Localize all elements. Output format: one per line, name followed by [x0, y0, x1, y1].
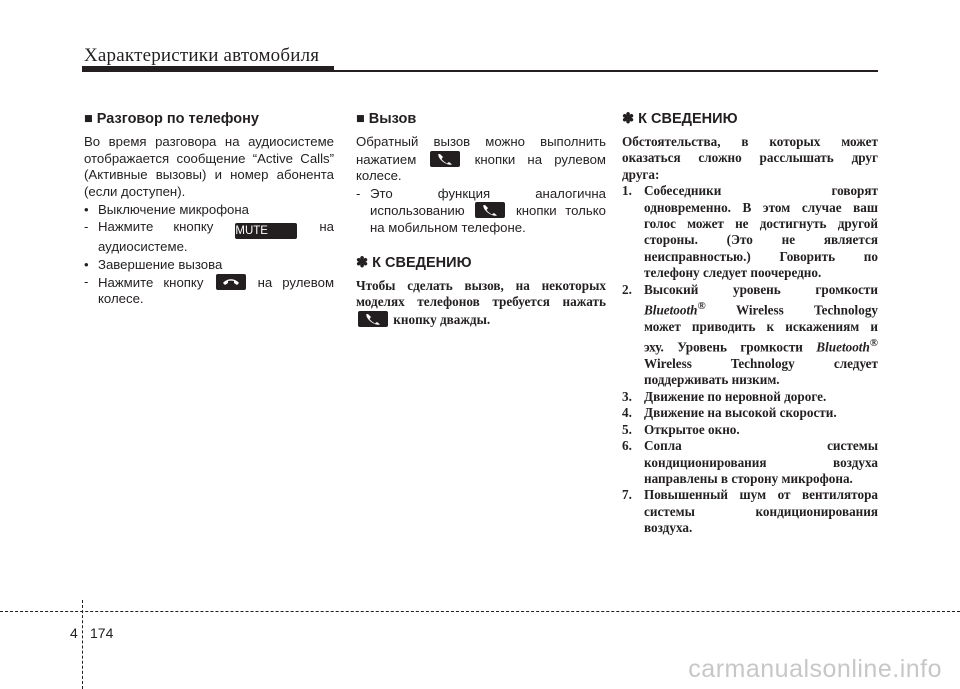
column-call	[356, 110, 606, 328]
watermark: carmanualsonline.info	[688, 655, 942, 683]
phone-call-icon	[358, 311, 388, 327]
phone-call-icon	[475, 202, 505, 218]
talking-intro: Во время разговора на аудиосистеме отображается сообщение “Active Calls” (Активные вызовы) и номер абонента (если доступен).	[84, 134, 334, 199]
dash-end-call: - Нажмите кнопку на рулевом колесе.	[84, 273, 335, 306]
header-title: Характеристики автомобиля	[84, 45, 320, 66]
note-item-3: 3. Движение по неровной дороге.	[622, 388, 827, 404]
note-item-7: 7. Повышенный шум от вентилятора системы кондиционирования воздуха.	[622, 487, 878, 536]
footer-page-number: 174	[90, 625, 114, 641]
phone-hangup-icon	[216, 274, 246, 290]
note-item-4: 4. Движение на высокой скорости.	[622, 405, 837, 421]
column-talking	[84, 110, 334, 308]
section-title-call: ■ Вызов	[356, 111, 417, 127]
header-rule	[82, 70, 878, 72]
mute-button-icon: MUTE	[235, 223, 297, 239]
note-item-6: 6. Сопла системы кондиционирования воздуха направлены в сторону микрофона.	[622, 438, 878, 486]
note-title: ✽ К СВЕДЕНИЮ	[622, 111, 738, 127]
section-title-talking: ■ Разговор по телефону	[84, 111, 259, 127]
note-title-call: ✽ К СВЕДЕНИЮ	[356, 255, 472, 271]
dash-call-function: - Это функция аналогична использованию кнопки только на мобильном телефоне.	[356, 185, 606, 235]
footer-divider	[82, 600, 83, 689]
note-call-text: Чтобы сделать вызов, на некоторых моделях телефонов требуется нажать кнопку дважды.	[356, 278, 606, 327]
footer-rule	[0, 611, 960, 612]
footer-section-number: 4	[70, 625, 78, 641]
column-note	[622, 110, 878, 537]
dash-mute: - Нажмите кнопку MUTE на аудиосистеме.	[84, 218, 334, 254]
note-item-1: 1. Собеседники говорят одновременно. В этом случае ваш голос может не достигнуть другой стороны. (Это не является неисправностью.) Говорить по телефону следует поочередно.	[622, 183, 878, 281]
phone-call-icon	[430, 151, 460, 167]
bullet-end-call: • Завершение вызова	[84, 257, 223, 272]
call-text: Обратный вызов можно выполнить нажатием кнопки на рулевом колесе.	[356, 134, 606, 183]
note-item-2: 2. Высокий уровень громкости Bluetooth® Wireless Technology может приводить к искажениям и эху. Уровень громкости Bluetooth® Wireless Technology следует поддерживать низким.	[622, 281, 879, 388]
note-intro: Обстоятельства, в которых может оказаться сложно расслышать друг друга:	[622, 134, 878, 182]
note-item-5: 5. Открытое окно.	[622, 421, 740, 437]
bullet-mute: • Выключение микрофона	[84, 202, 250, 217]
